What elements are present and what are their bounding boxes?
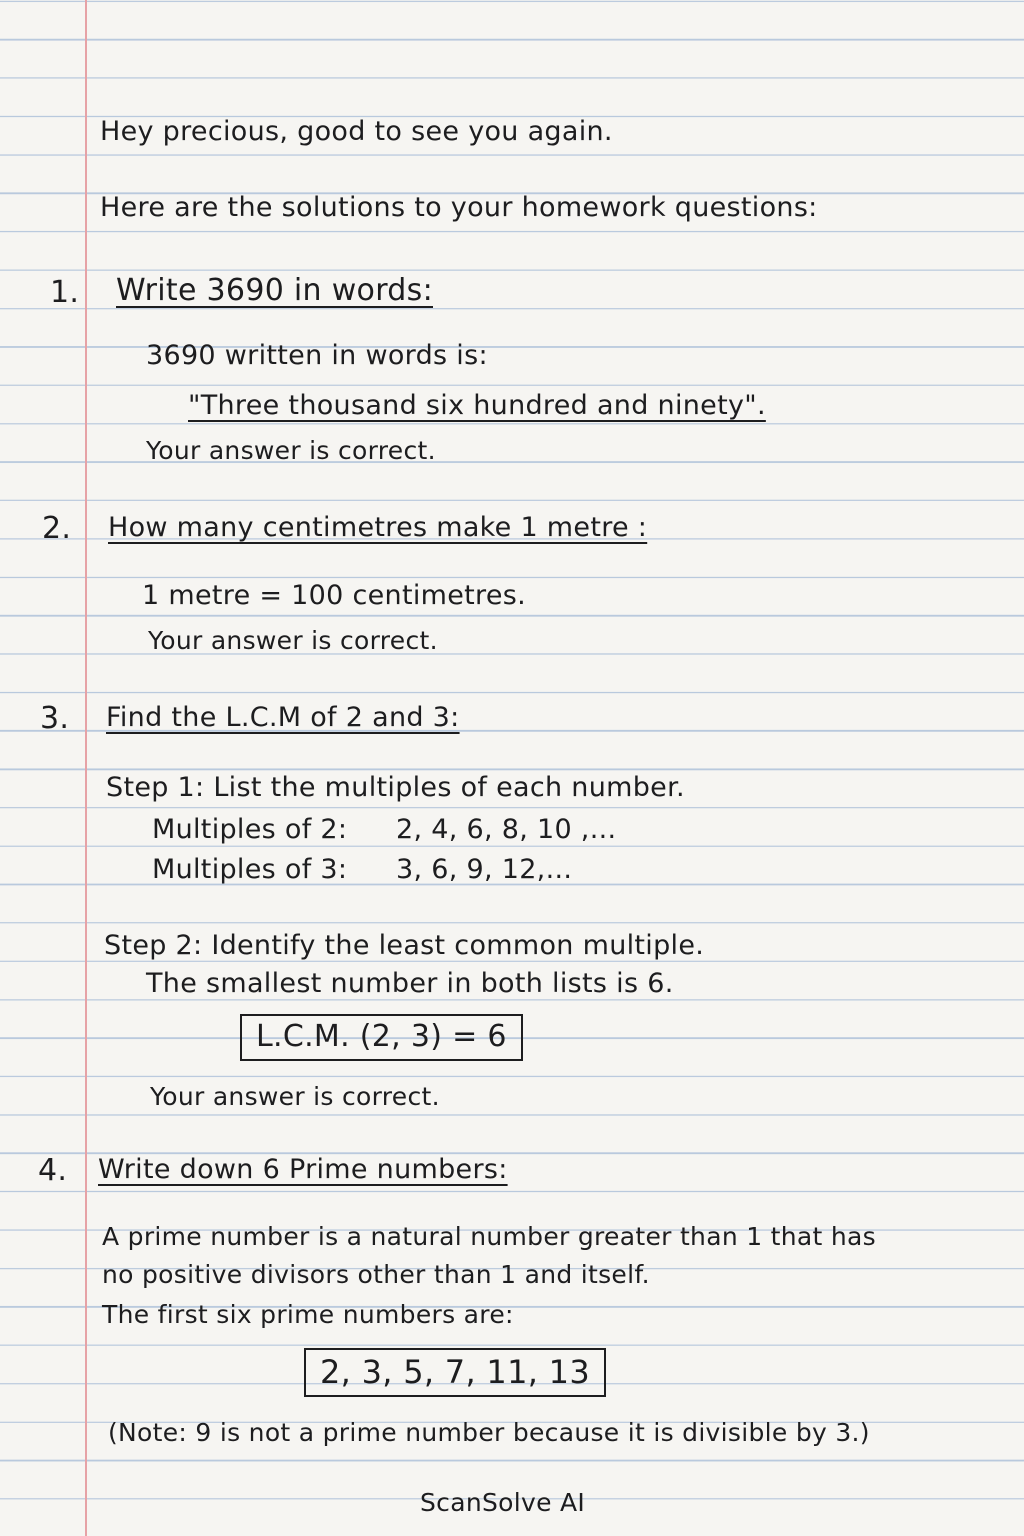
q4-note: (Note: 9 is not a prime number because it is divisible by 3.) — [108, 1418, 870, 1447]
q3-multiples-3-values: 3, 6, 9, 12,... — [396, 854, 573, 885]
greeting: Hey precious, good to see you again. — [100, 116, 613, 147]
q4-definition-line1: A prime number is a natural number greater than 1 that has — [102, 1222, 876, 1251]
q3-step2-line: The smallest number in both lists is 6. — [146, 968, 674, 999]
q3-number: 3. — [40, 701, 70, 736]
q4-title: Write down 6 Prime numbers: — [98, 1154, 508, 1185]
q1-answer: "Three thousand six hundred and ninety". — [188, 390, 766, 421]
q4-result-box: 2, 3, 5, 7, 11, 13 — [304, 1348, 606, 1397]
q3-step1: Step 1: List the multiples of each number. — [106, 772, 685, 803]
q3-multiples-2-label: Multiples of 2: — [152, 814, 348, 845]
q3-verdict: Your answer is correct. — [150, 1082, 440, 1111]
q1-line: 3690 written in words is: — [146, 340, 488, 371]
q3-step2: Step 2: Identify the least common multiple. — [104, 930, 705, 961]
q4-line3: The first six prime numbers are: — [102, 1300, 514, 1329]
margin-line — [85, 0, 87, 1536]
q2-title: How many centimetres make 1 metre : — [108, 512, 648, 543]
q1-verdict: Your answer is correct. — [146, 436, 436, 465]
q1-number: 1. — [50, 275, 80, 310]
q3-multiples-3-label: Multiples of 3: — [152, 854, 348, 885]
q2-number: 2. — [42, 511, 72, 546]
q1-title: Write 3690 in words: — [116, 273, 433, 308]
q4-definition-line2: no positive divisors other than 1 and itself. — [102, 1260, 650, 1289]
q3-multiples-2-values: 2, 4, 6, 8, 10 ,... — [396, 814, 617, 845]
intro-text: Here are the solutions to your homework questions: — [100, 192, 818, 223]
q3-result-box: L.C.M. (2, 3) = 6 — [240, 1014, 523, 1061]
q3-title: Find the L.C.M of 2 and 3: — [106, 702, 460, 733]
q4-number: 4. — [38, 1153, 68, 1188]
q2-verdict: Your answer is correct. — [148, 626, 438, 655]
signature: ScanSolve AI — [420, 1488, 586, 1517]
q2-line: 1 metre = 100 centimetres. — [142, 580, 527, 611]
